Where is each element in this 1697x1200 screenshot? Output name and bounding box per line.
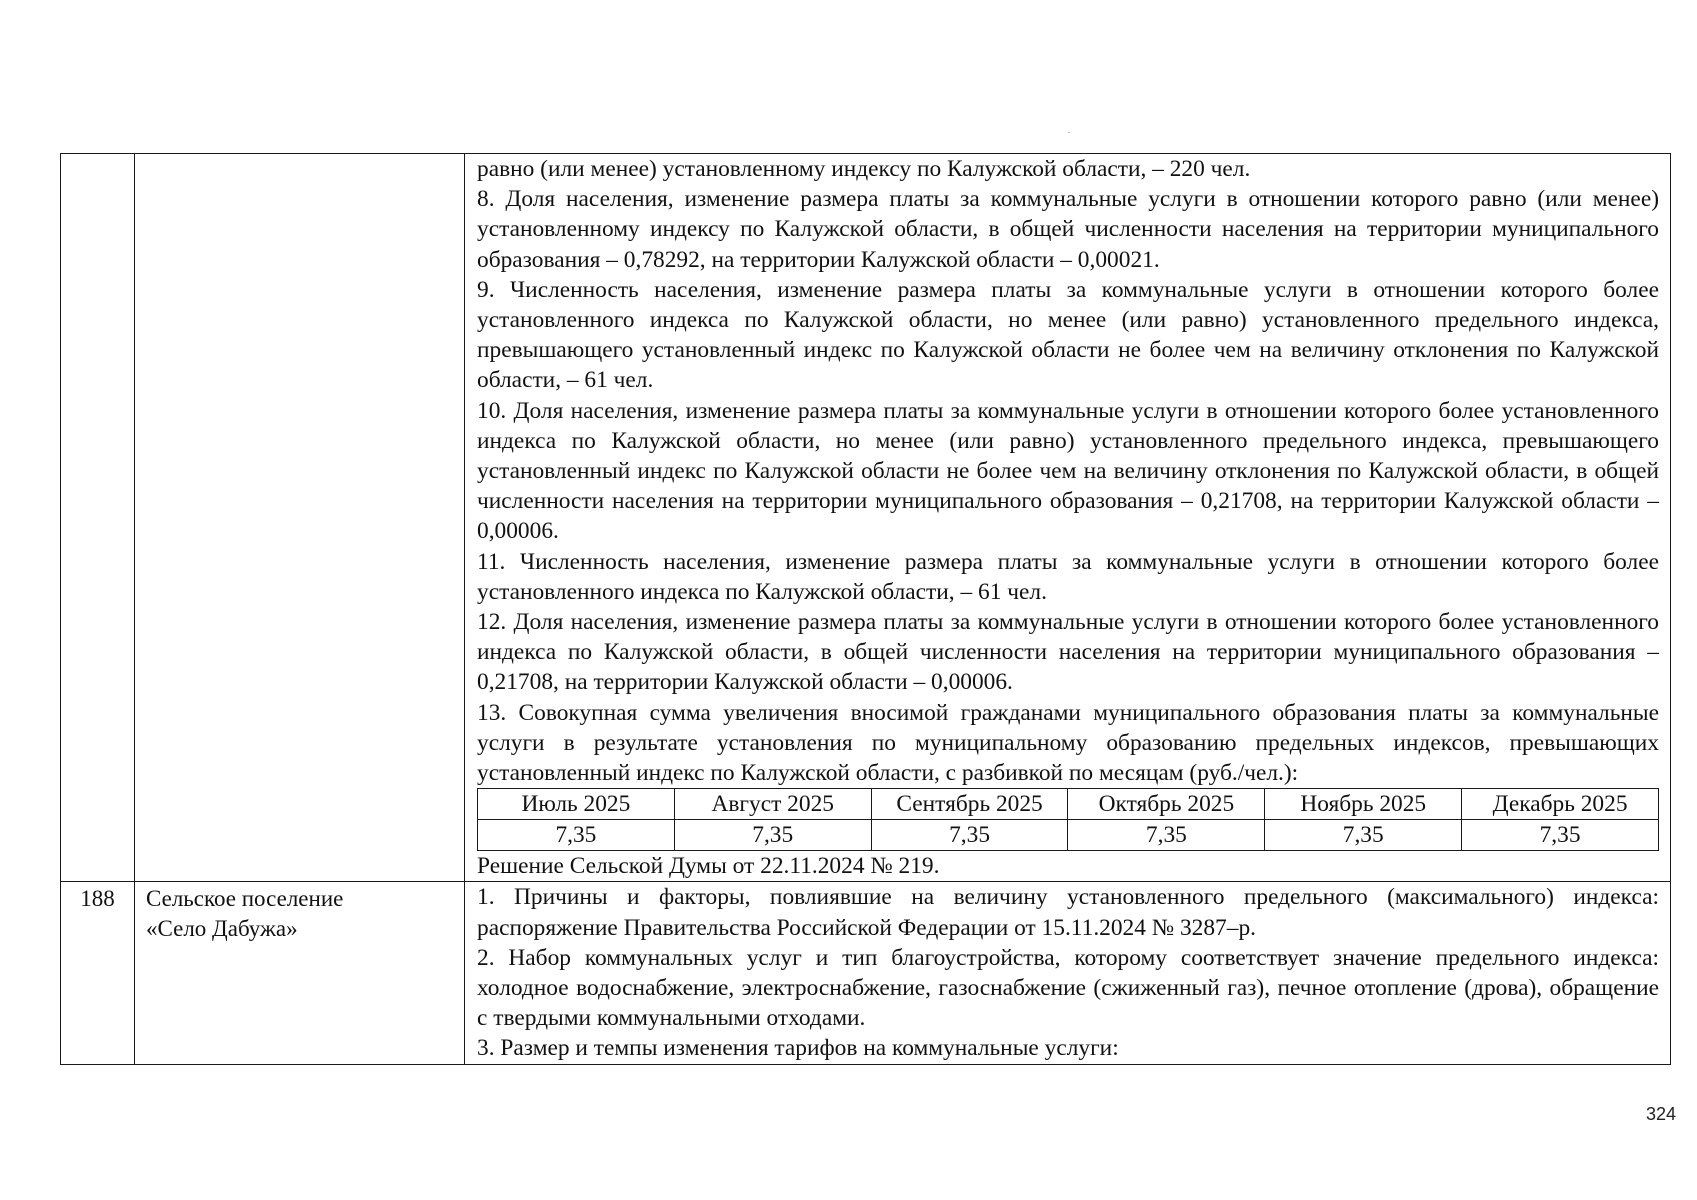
indicator-paragraph: 2. Набор коммунальных услуг и тип благоустройства, которому соответствует значение предельного индекса: холодное водоснабжение, электроснабжение, газоснабжение (сжиженный газ), печное отопление (дрова), обращение с твердыми коммунальными отходами. — [477, 944, 1659, 1032]
month-value: 7,35 — [1462, 820, 1659, 851]
month-header: Август 2025 — [674, 789, 871, 820]
month-value: 7,35 — [1068, 820, 1265, 851]
month-header: Октябрь 2025 — [1068, 789, 1265, 820]
indicator-paragraph: 13. Совокупная сумма увеличения вносимой гражданами муниципального образования платы за коммунальные услуги в результате установления по муниципальному образованию предельных индексов, превышающих установленный индекс по Калужской области, с разбивкой по месяцам (руб./чел.): — [477, 699, 1659, 787]
month-header: Июль 2025 — [478, 789, 675, 820]
indicator-paragraph: 1. Причины и факторы, повлиявшие на величину установленного предельного (максимального) индекса: распоряжение Правительства Российской Федерации от 15.11.2024 № 3287–р. — [477, 884, 1659, 941]
indicators-cell — [465, 154, 1671, 882]
indicator-paragraph: 9. Численность населения, изменение размера платы за коммунальные услуги в отношении которого более установленного индекса по Калужской области, но менее (или равно) установленного предельного индекса, превышающего установленный индекс по Калужской области не более чем на величину отклонения по Калужской области, – 61 чел. — [477, 276, 1659, 394]
month-value: 7,35 — [1265, 820, 1462, 851]
municipality-name — [135, 882, 465, 1064]
municipality-name-line: Сельское поселение — [146, 886, 344, 912]
month-value: 7,35 — [674, 820, 871, 851]
row-number-cell — [61, 154, 135, 882]
indicators-cell — [465, 882, 1671, 1064]
months-header-row — [478, 789, 1659, 820]
monthly-breakdown-table — [477, 788, 1659, 851]
table-row-continuation — [61, 154, 1671, 882]
indicator-paragraph: 12. Доля населения, изменение размера платы за коммунальные услуги в отношении которого более установленного индекса по Калужской области, в общей численности населения на территории муниципального образования – 0,21708, на территории Калужской области – 0,00006. — [477, 609, 1659, 696]
table-row-188 — [61, 882, 1671, 1064]
municipality-name-cell — [135, 154, 465, 882]
indicator-paragraph: равно (или менее) установленному индексу по Калужской области, – 220 чел. — [477, 156, 1251, 182]
months-values-row — [478, 820, 1659, 851]
indicator-paragraph: 11. Численность населения, изменение размера платы за коммунальные услуги в отношении которого более установленного индекса по Калужской области, – 61 чел. — [477, 548, 1659, 605]
page-number: 324 — [1645, 1104, 1676, 1124]
month-header: Сентябрь 2025 — [871, 789, 1068, 820]
row-number: 188 — [61, 882, 135, 1064]
indicator-paragraph: 8. Доля населения, изменение размера платы за коммунальные услуги в отношении которого равно (или менее) установленному индексу по Калужской области, в общей численности населения на территории муниципального образования – 0,78292, на территории Калужской области – 0,00021. — [477, 186, 1659, 273]
municipal-index-table — [60, 153, 1671, 1065]
scan-speck — [1068, 132, 1070, 133]
month-value: 7,35 — [478, 820, 675, 851]
month-header: Декабрь 2025 — [1462, 789, 1659, 820]
municipality-name-line: «Село Дабужа» — [146, 916, 298, 942]
month-value: 7,35 — [871, 820, 1068, 851]
decision-reference: Решение Сельской Думы от 22.11.2024 № 219. — [477, 853, 940, 880]
indicator-paragraph: 10. Доля населения, изменение размера платы за коммунальные услуги в отношении которого более установленного индекса по Калужской области, но менее (или равно) установленного предельного индекса, превышающего установленный индекс по Калужской области не более чем на величину отклонения по Калужской области, в общей численности населения на территории муниципального образования – 0,21708, на территории Калужской области – 0,00006. — [477, 397, 1659, 545]
month-header: Ноябрь 2025 — [1265, 789, 1462, 820]
indicator-paragraph: 3. Размер и темпы изменения тарифов на коммунальные услуги: — [477, 1035, 1119, 1062]
